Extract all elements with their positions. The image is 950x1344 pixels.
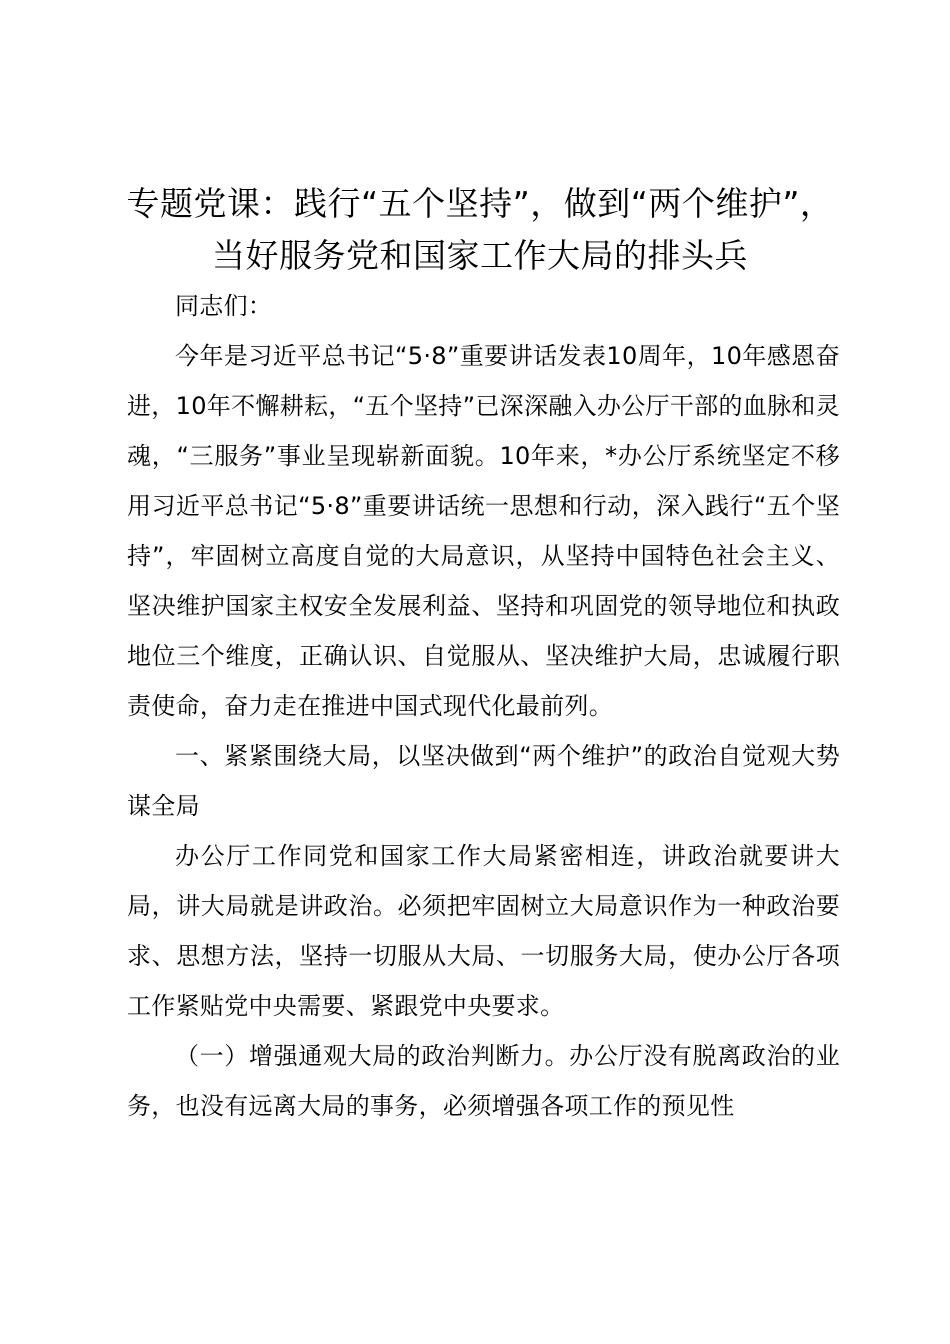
document-body [127,281,840,1131]
salutation: 同志们： [175,292,273,320]
subsection-paragraph: （一）增强通观大局的政治判断力。办公厅没有脱离政治的业务，也没有远离大局的事务，必须增强各项工作的预见性 [127,1042,840,1120]
section-paragraph: 办公厅工作同党和国家工作大局紧密相连，讲政治就要讲大局，讲大局就是讲政治。必须把牢固树立大局意识作为一种政治要求、思想方法，坚持一切服从大局、一切服务大局，使办公厅各项工作紧贴党中央需要、紧跟党中央要求。 [127,842,840,1020]
intro-paragraph: 今年是习近平总书记“5·8”重要讲话发表10周年，10年感恩奋进，10年不懈耕耘，“五个坚持”已深深融入办公厅干部的血脉和灵魂，“三服务”事业呈现崭新面貌。10年来，*办公厅系统坚定不移用习近平总书记“5·8”重要讲话统一思想和行动，深入践行“五个坚持”，牢固树立高度自觉的大局意识，从坚持中国特色社会主义、坚决维护国家主权安全发展利益、坚持和巩固党的领导地位和执政地位三个维度，正确认识、自觉服从、坚决维护大局，忠诚履行职责使命，奋力走在推进中国式现代化最前列。 [127,342,840,720]
document-title: 专题党课：践行“五个坚持”，做到“两个维护”，当好服务党和国家工作大局的排头兵 [126,184,834,275]
section-heading: 一、紧紧围绕大局，以坚决做到“两个维护”的政治自觉观大势谋全局 [127,742,840,820]
